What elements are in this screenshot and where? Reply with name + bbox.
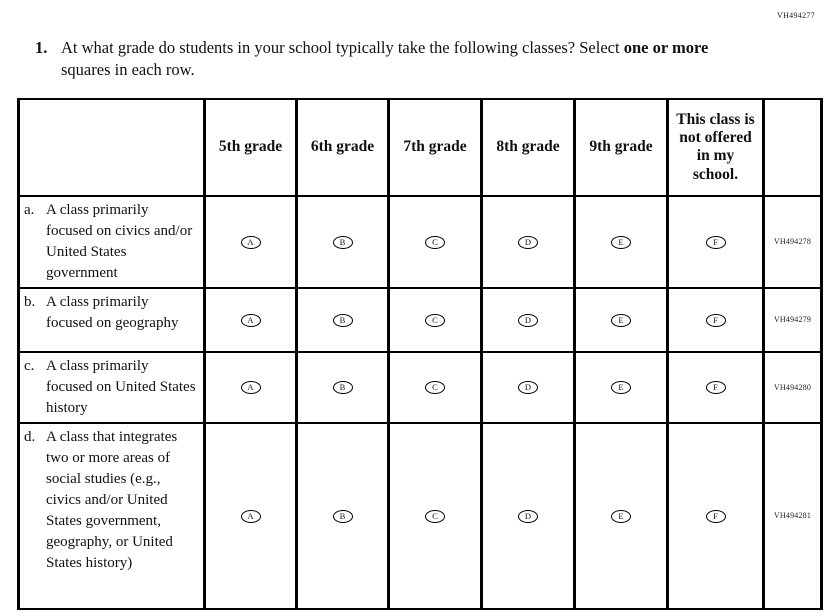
option-cell (297, 423, 389, 609)
option-bubble-f[interactable]: F (706, 314, 726, 327)
question-number: 1. (35, 38, 48, 57)
option-cell (668, 423, 764, 609)
option-cell (668, 288, 764, 352)
row-label-text: A class primarily focused on geography (46, 293, 179, 331)
option-bubble-d[interactable]: D (518, 510, 538, 523)
question-text-bold: one or more (623, 38, 709, 57)
question (35, 37, 819, 81)
option-cell (482, 352, 575, 423)
option-bubble-b[interactable]: B (333, 510, 353, 523)
option-bubble-e[interactable]: E (611, 236, 631, 249)
row-label (19, 423, 205, 609)
row-letter: c. (24, 357, 35, 374)
option-cell (205, 352, 297, 423)
option-cell (297, 196, 389, 288)
option-cell (482, 196, 575, 288)
item-code: VH494281 (764, 423, 822, 609)
option-cell (389, 288, 482, 352)
option-bubble-d[interactable]: D (518, 236, 538, 249)
header-empty-cell (19, 99, 205, 196)
item-code: VH494278 (764, 196, 822, 288)
response-grid (17, 98, 823, 610)
option-bubble-c[interactable]: C (425, 314, 445, 327)
option-bubble-e[interactable]: E (611, 510, 631, 523)
option-cell (205, 288, 297, 352)
header-row (19, 99, 822, 196)
option-bubble-a[interactable]: A (241, 381, 261, 394)
option-bubble-b[interactable]: B (333, 381, 353, 394)
option-cell (575, 423, 668, 609)
row-letter: d. (24, 428, 36, 445)
option-cell (482, 423, 575, 609)
row-label-text: A class primarily focused on civics and/or United States government (46, 201, 193, 281)
option-bubble-c[interactable]: C (425, 236, 445, 249)
option-cell (297, 352, 389, 423)
row-label-text: A class primarily focused on United States history (46, 357, 196, 416)
option-cell (205, 423, 297, 609)
form-code: VH494277 (777, 11, 815, 20)
option-bubble-b[interactable]: B (333, 236, 353, 249)
col-header-8th-grade: 8th grade (482, 99, 575, 196)
option-cell (205, 196, 297, 288)
option-bubble-e[interactable]: E (611, 314, 631, 327)
option-cell (575, 288, 668, 352)
option-bubble-f[interactable]: F (706, 381, 726, 394)
row-label (19, 352, 205, 423)
option-bubble-f[interactable]: F (706, 236, 726, 249)
item-code: VH494280 (764, 352, 822, 423)
option-bubble-c[interactable]: C (425, 510, 445, 523)
option-bubble-f[interactable]: F (706, 510, 726, 523)
option-bubble-c[interactable]: C (425, 381, 445, 394)
col-header-not-offered: This class is not offered in my school. (668, 99, 764, 196)
row-label (19, 288, 205, 352)
col-header-9th-grade: 9th grade (575, 99, 668, 196)
option-cell (575, 196, 668, 288)
option-cell (389, 423, 482, 609)
option-cell (668, 352, 764, 423)
col-header-7th-grade: 7th grade (389, 99, 482, 196)
option-bubble-a[interactable]: A (241, 510, 261, 523)
option-cell (482, 288, 575, 352)
question-text (61, 37, 761, 81)
question-text-part1: At what grade do students in your school typically take the following classes? Select (61, 38, 624, 57)
option-bubble-a[interactable]: A (241, 236, 261, 249)
option-cell (668, 196, 764, 288)
row-label-text: A class that integrates two or more areas of social studies (e.g., civics and/or United States government, geography, or United States history) (46, 428, 178, 571)
option-cell (389, 352, 482, 423)
option-bubble-b[interactable]: B (333, 314, 353, 327)
option-bubble-e[interactable]: E (611, 381, 631, 394)
col-header-5th-grade: 5th grade (205, 99, 297, 196)
row-letter: b. (24, 293, 36, 310)
option-cell (297, 288, 389, 352)
option-bubble-a[interactable]: A (241, 314, 261, 327)
table-row-d (19, 423, 822, 609)
table-row-a (19, 196, 822, 288)
row-label (19, 196, 205, 288)
option-bubble-d[interactable]: D (518, 314, 538, 327)
row-letter: a. (24, 201, 35, 218)
header-code-cell (764, 99, 822, 196)
option-bubble-d[interactable]: D (518, 381, 538, 394)
table-row-c (19, 352, 822, 423)
item-code: VH494279 (764, 288, 822, 352)
col-header-6th-grade: 6th grade (297, 99, 389, 196)
question-text-part2: squares in each row. (61, 59, 195, 79)
option-cell (389, 196, 482, 288)
table-row-b (19, 288, 822, 352)
option-cell (575, 352, 668, 423)
